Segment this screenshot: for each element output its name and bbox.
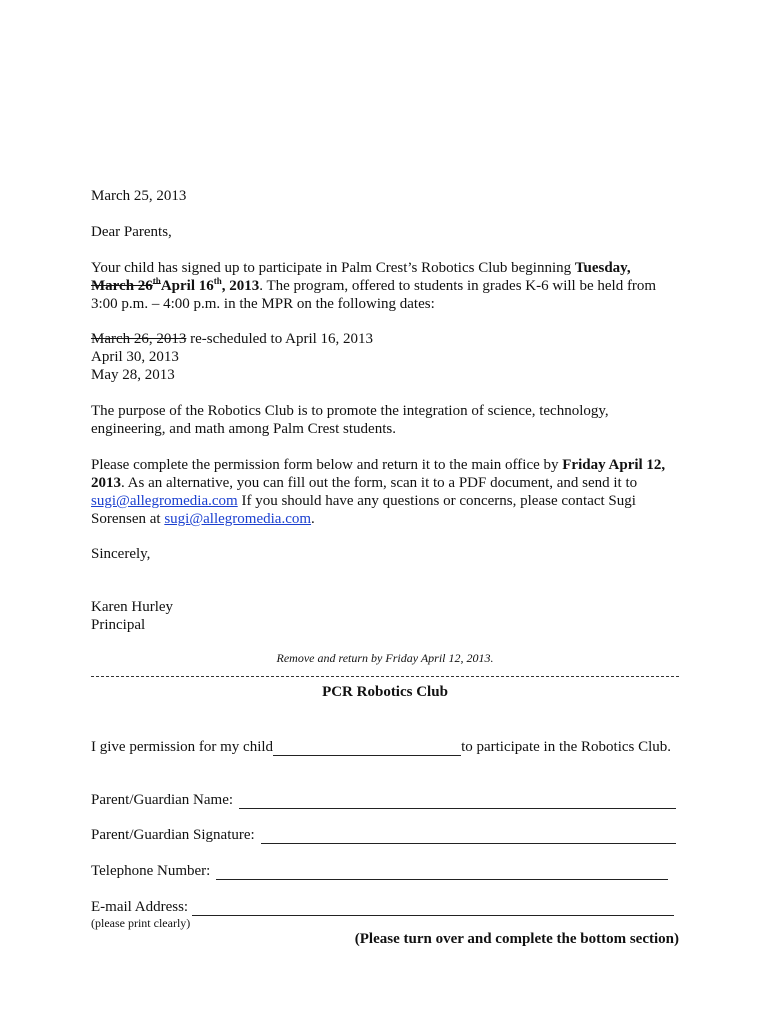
signature-field[interactable] (261, 829, 676, 844)
deadline-date: Friday April 12, (562, 457, 666, 473)
contact-email-link[interactable]: sugi@allegromedia.com (164, 511, 312, 527)
paragraph-1-text: Your child has signed up to participate in Palm Crest’s Robotics Club beginning (91, 260, 575, 276)
paragraph-2-line-1: The purpose of the Robotics Club is to promote the integration of science, technology, (91, 403, 609, 419)
paragraph-1-line-1 (91, 259, 631, 277)
paragraph-3-line-1: Please complete the permission form below and return it to the main office by Friday April 12, (91, 457, 666, 473)
phone-label: Telephone Number: (91, 863, 211, 879)
signature-label: Parent/Guardian Signature: (91, 827, 255, 843)
closing: Sincerely, (91, 546, 151, 562)
paragraph-1-line-2 (91, 277, 656, 295)
greeting: Dear Parents, (91, 224, 172, 240)
print-note: (please print clearly) (91, 916, 191, 930)
cut-line (91, 676, 679, 677)
date-item-3: May 28, 2013 (91, 367, 175, 383)
paragraph-3-line-4: Sorensen at sugi@allegromedia.com. (91, 511, 315, 527)
date-item-1: March 26, 2013 re-scheduled to April 16, 2013 (91, 331, 374, 347)
email-label: E-mail Address: (91, 899, 189, 915)
new-start-date: April 16th, 2013 (160, 276, 260, 294)
old-start-date: March 26th (91, 276, 161, 294)
email-row (91, 898, 674, 916)
paragraph-3-line-2: 2013. As an alternative, you can fill out the form, scan it to a PDF document, and send it to (91, 475, 638, 491)
date-item-2: April 30, 2013 (91, 349, 179, 365)
parent-name-label: Parent/Guardian Name: (91, 792, 234, 808)
email-field[interactable] (192, 901, 674, 916)
paragraph-1-line-3: 3:00 p.m. – 4:00 p.m. in the MPR on the following dates: (91, 296, 435, 312)
cancelled-date: March 26, 2013 (91, 331, 187, 347)
signer-name: Karen Hurley (91, 599, 174, 615)
turn-over-note: (Please turn over and complete the bottom section) (354, 931, 679, 947)
parent-name-field[interactable] (239, 794, 676, 809)
form-title: PCR Robotics Club (322, 684, 448, 700)
paragraph-3-line-3: sugi@allegromedia.com If you should have any questions or concerns, please contact Sugi (91, 493, 636, 509)
child-name-field[interactable] (273, 741, 461, 756)
paragraph-2-line-2: engineering, and math among Palm Crest students. (91, 421, 396, 437)
signer-title: Principal (91, 617, 146, 633)
permission-line: I give permission for my child to participate in the Robotics Club. (91, 739, 672, 755)
remove-note: Remove and return by Friday April 12, 2013. (276, 651, 494, 665)
letter-date: March 25, 2013 (91, 188, 187, 204)
signature-row (91, 826, 676, 844)
phone-field[interactable] (216, 865, 668, 880)
parent-name-row (91, 791, 676, 809)
paragraph-1-text-2: . The program, offered to students in grades K-6 will be held from (259, 278, 657, 294)
start-day: Tuesday, (574, 260, 631, 276)
email-link[interactable]: sugi@allegromedia.com (91, 493, 238, 509)
phone-row (91, 862, 668, 880)
